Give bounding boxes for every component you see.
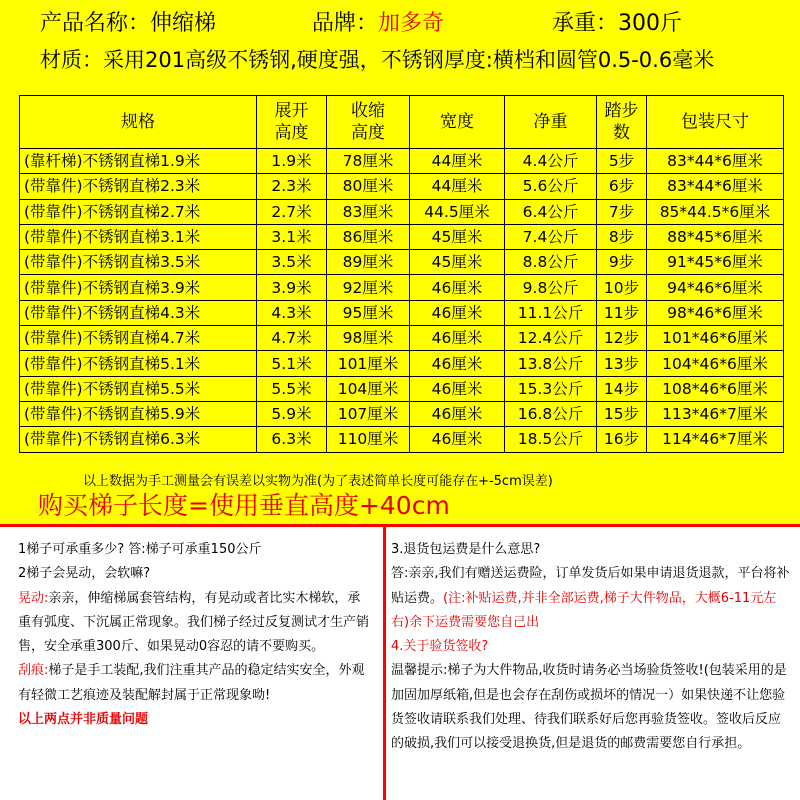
column-header-text: 数 — [613, 123, 630, 143]
table-cell: 78厘米 — [327, 149, 410, 174]
table-cell: 12.4公斤 — [505, 326, 597, 351]
faq-left-column — [18, 538, 370, 732]
table-cell: 101*46*6厘米 — [647, 326, 784, 351]
table-cell: 46厘米 — [410, 351, 505, 376]
table-cell: 44厘米 — [410, 149, 505, 174]
table-cell: 5步 — [597, 149, 647, 174]
table-cell: 46厘米 — [410, 376, 505, 401]
brand — [312, 6, 444, 37]
column-header-text: 踏步 — [604, 101, 639, 121]
faq-right-column — [391, 538, 793, 757]
column-header-text: 宽度 — [440, 112, 474, 132]
column-header-text: 高度 — [274, 123, 309, 143]
column-header — [327, 96, 410, 149]
faq-paragraph — [18, 587, 370, 660]
column-header-text: 包装尺寸 — [681, 112, 749, 132]
table-cell: 83*44*6厘米 — [647, 174, 784, 199]
table-cell: 98厘米 — [327, 326, 410, 351]
table-cell: 3.5米 — [257, 250, 327, 275]
faq-paragraph — [391, 538, 793, 562]
table-cell: 86厘米 — [327, 224, 410, 249]
column-header — [410, 96, 505, 149]
table-row — [20, 376, 784, 401]
load-capacity: 承重：300斤 — [552, 11, 682, 36]
table-cell: 4.7米 — [257, 326, 327, 351]
table-cell: (带靠件)不锈钢直梯5.1米 — [20, 351, 257, 376]
table-cell: 11步 — [597, 300, 647, 325]
table-cell: 1.9米 — [257, 149, 327, 174]
faq-paragraph — [391, 562, 793, 635]
faq-text: 以上两点并非质量问题 — [18, 712, 149, 728]
table-cell: 8步 — [597, 224, 647, 249]
table-cell: 13步 — [597, 351, 647, 376]
table-row — [20, 174, 784, 199]
brand-value: 加多奇 — [378, 11, 445, 36]
faq-panel — [0, 524, 800, 800]
table-cell: (带靠件)不锈钢直梯4.7米 — [20, 326, 257, 351]
faq-text: 晃动: — [18, 590, 49, 606]
faq-paragraph — [18, 659, 370, 708]
table-row — [20, 351, 784, 376]
table-cell: 13.8公斤 — [505, 351, 597, 376]
table-cell: 16步 — [597, 427, 647, 452]
table-cell: 9步 — [597, 250, 647, 275]
table-cell: 107厘米 — [327, 401, 410, 426]
brand-label: 品牌： — [312, 11, 379, 36]
table-cell: 9.8公斤 — [505, 275, 597, 300]
table-cell: 5.9米 — [257, 401, 327, 426]
table-cell: (带靠件)不锈钢直梯5.5米 — [20, 376, 257, 401]
faq-text: 刮痕: — [18, 663, 49, 679]
table-row — [20, 224, 784, 249]
column-header — [20, 96, 257, 149]
faq-text: 亲亲，伸缩梯属套管结构，有晃动或者比实木梯软，承重有弧度、下沉属正常现象。我们梯子经过反复测试才生产销售，安全承重300斤、如果晃动0容忍的请不要购买。 — [18, 590, 370, 655]
table-cell: 92厘米 — [327, 275, 410, 300]
table-cell: (带靠件)不锈钢直梯3.1米 — [20, 224, 257, 249]
table-cell: 108*46*6厘米 — [647, 376, 784, 401]
table-cell: 104厘米 — [327, 376, 410, 401]
table-cell: 114*46*7厘米 — [647, 427, 784, 452]
table-cell: 5.1米 — [257, 351, 327, 376]
faq-text: 答:亲亲,我们有赠送运费险，订单发货后如果申请退货退款，平台将补贴运费。 — [391, 566, 790, 606]
table-cell: 80厘米 — [327, 174, 410, 199]
table-cell: 46厘米 — [410, 401, 505, 426]
spec-table — [19, 95, 784, 453]
faq-paragraph — [18, 708, 370, 732]
table-row — [20, 250, 784, 275]
table-cell: 101厘米 — [327, 351, 410, 376]
table-cell: 110厘米 — [327, 427, 410, 452]
column-header — [647, 96, 784, 149]
table-cell: 46厘米 — [410, 275, 505, 300]
table-cell: 83*44*6厘米 — [647, 149, 784, 174]
faq-paragraph — [18, 562, 370, 586]
table-cell: 44厘米 — [410, 174, 505, 199]
faq-paragraph — [391, 635, 793, 659]
red-divider-vertical — [383, 527, 386, 800]
table-cell: 18.5公斤 — [505, 427, 597, 452]
product-name: 产品名称：伸缩梯 — [40, 11, 217, 36]
table-cell: 3.1米 — [257, 224, 327, 249]
faq-paragraph — [391, 659, 793, 756]
table-row — [20, 300, 784, 325]
table-cell: 45厘米 — [410, 224, 505, 249]
table-cell: 83厘米 — [327, 199, 410, 224]
table-cell: 91*45*6厘米 — [647, 250, 784, 275]
table-cell: (带靠件)不锈钢直梯3.9米 — [20, 275, 257, 300]
red-divider-top — [0, 524, 800, 527]
table-cell: (带靠件)不锈钢直梯4.3米 — [20, 300, 257, 325]
table-row — [20, 275, 784, 300]
table-cell: 45厘米 — [410, 250, 505, 275]
column-header — [505, 96, 597, 149]
table-cell: 88*45*6厘米 — [647, 224, 784, 249]
table-cell: 94*46*6厘米 — [647, 275, 784, 300]
table-row — [20, 401, 784, 426]
table-cell: (带靠件)不锈钢直梯5.9米 — [20, 401, 257, 426]
table-cell: 6.3米 — [257, 427, 327, 452]
table-row — [20, 149, 784, 174]
faq-text: 3.退货包运费是什么意思? — [391, 542, 541, 557]
table-cell: 2.3米 — [257, 174, 327, 199]
column-header-text: 净重 — [533, 112, 568, 132]
column-header-text: 收缩 — [351, 101, 385, 121]
column-header-text: 展开 — [274, 101, 309, 121]
table-cell: 14步 — [597, 376, 647, 401]
table-cell: 16.8公斤 — [505, 401, 597, 426]
column-header — [257, 96, 327, 149]
faq-text: 温馨提示:梯子为大件物品,收货时请务必当场验货签收!(包装采用的是加固加厚纸箱,但是也会存在刮伤或损坏的情况一）如果快递不让您验货签收请联系我们处理、待我们联系好后您再验货签收。签收后反应的破损,我们可以接受退换货,但是退货的邮费需要您自行承担。 — [391, 663, 787, 752]
table-cell: 10步 — [597, 275, 647, 300]
column-header-text: 高度 — [351, 123, 385, 143]
table-cell: 15.3公斤 — [505, 376, 597, 401]
table-header-row — [20, 96, 784, 149]
table-cell: 5.6公斤 — [505, 174, 597, 199]
faq-paragraph — [18, 538, 370, 562]
table-cell: 95厘米 — [327, 300, 410, 325]
table-cell: 7步 — [597, 199, 647, 224]
table-cell: 11.1公斤 — [505, 300, 597, 325]
length-formula: 购买梯子长度=使用垂直高度+40cm — [38, 491, 450, 520]
table-cell: (靠杆梯)不锈钢直梯1.9米 — [20, 149, 257, 174]
table-cell: 2.7米 — [257, 199, 327, 224]
table-cell: 4.4公斤 — [505, 149, 597, 174]
material-line: 材质：采用201高级不锈钢,硬度强，不锈钢厚度:横档和圆管0.5-0.6毫米 — [40, 48, 715, 72]
table-cell: 7.4公斤 — [505, 224, 597, 249]
table-cell: 6.4公斤 — [505, 199, 597, 224]
table-cell: 46厘米 — [410, 326, 505, 351]
table-cell: (带靠件)不锈钢直梯2.3米 — [20, 174, 257, 199]
table-cell: 6步 — [597, 174, 647, 199]
table-cell: (带靠件)不锈钢直梯6.3米 — [20, 427, 257, 452]
table-cell: 12步 — [597, 326, 647, 351]
measurement-note: 以上数据为手工测量会有误差以实物为准(为了表述简单长度可能存在+-5cm误差) — [83, 474, 553, 489]
faq-text: (注:补贴运费,并非全部运费,梯子大件物品，大概6-11元左右)余下运费需要您自己出 — [391, 590, 777, 630]
table-cell: 104*46*6厘米 — [647, 351, 784, 376]
faq-text: 2梯子会晃动，会软嘛? — [18, 566, 151, 582]
table-cell: 8.8公斤 — [505, 250, 597, 275]
table-cell: 89厘米 — [327, 250, 410, 275]
faq-text: 梯子是手工装配,我们注重其产品的稳定结实安全，外观有轻微工艺痕迹及装配解封属于正常现象呦! — [18, 663, 365, 703]
table-row — [20, 199, 784, 224]
table-cell: 113*46*7厘米 — [647, 401, 784, 426]
table-cell: 3.9米 — [257, 275, 327, 300]
table-row — [20, 427, 784, 452]
table-cell: 4.3米 — [257, 300, 327, 325]
table-cell: 46厘米 — [410, 300, 505, 325]
table-cell: (带靠件)不锈钢直梯3.5米 — [20, 250, 257, 275]
faq-text: 4.关于验货签收? — [391, 639, 489, 655]
faq-text: 1梯子可承重多少? 答:梯子可承重150公斤 — [18, 542, 262, 557]
table-cell: 46厘米 — [410, 427, 505, 452]
table-cell: 44.5厘米 — [410, 199, 505, 224]
table-cell: (带靠件)不锈钢直梯2.7米 — [20, 199, 257, 224]
table-body — [20, 149, 784, 453]
table-cell: 15步 — [597, 401, 647, 426]
table-row — [20, 326, 784, 351]
table-cell: 85*44.5*6厘米 — [647, 199, 784, 224]
table-cell: 5.5米 — [257, 376, 327, 401]
column-header — [597, 96, 647, 149]
column-header-text: 规格 — [121, 112, 155, 132]
table-cell: 98*46*6厘米 — [647, 300, 784, 325]
